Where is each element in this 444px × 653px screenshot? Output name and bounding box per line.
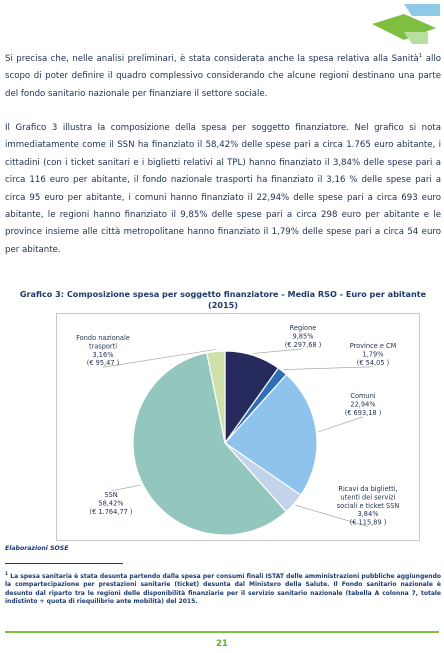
slice-label: Province e CM 1,79% (€ 54,05 ) [349,342,397,367]
paragraph-grafico3: Il Grafico 3 illustra la composizione della spesa per soggetto finanziatore. Nel grafico si nota immediatamente come il SSN ha finanziato il 58,42% delle spese pari a circa 1.765 euro abitante, i cittadini (con i ticket sanitari e i biglietti relativi al TPL) hanno finanziato il 3,84% delle spese pari a circa 116 euro per abitante, il fondo nazionale trasporti ha finanziato il 3,16 % delle spese pari a circa 95 euro per abitante, i comuni hanno finanziato il 22,94% delle spese pari a circa 693 euro abitante, le regioni hanno finanziato il 9,85% delle spese pari a circa 298 euro per abitante e le province insieme alle città metropolitane hanno finanziato il 1,79% delle spese pari a circa 54 euro per abitante. [5,123,441,255]
footnote-divider [5,563,123,564]
paragraph-sanita: Si precisa che, nelle analisi preliminari, è stata considerata anche la spesa relativa alla Sanità$^1$ allo scopo di poter definire il quadro complessivo considerando che alcune regioni destinano una parte del fondo sanitario nazionale per finanziare il settore sociale. [5,53,442,99]
slice-label: Regione 9,85% (€ 297,68 ) [284,324,322,349]
footnote-ref[interactable]: 1 [418,53,423,60]
page-number: 21 [216,639,228,649]
publisher-logo [366,2,440,48]
slice-label: SSN 58,42% (€ 1.764,77 ) [89,491,133,516]
slice-label: Fondo nazionale trasporti 3,16% (€ 95,47 ) [76,334,130,368]
footnote: $^1$ La spesa sanitaria è stata desunta partendo dalla spesa per consumi finali ISTAT delle amministrazioni pubbliche aggiungendo la compartecipazione per prestazioni sanitarie (ticket) desunta dal Ministero della Salute. Il Fondo sanitario nazionale è desunto dal riparto tra le regioni delle disponibilità finanziarie per il servizio sanitario nazionale (tabella A colonna 7, totale indistinto + quota di riequilibrio ante mobilità) del 2015. [5,572,441,606]
leader-line [318,417,363,432]
chart-source: Elaborazioni SOSE [5,545,69,552]
slice-label: Ricavi da biglietti, utenti dei servizi sociali e ticket SSN 3,84% (€ 115,89 ) [336,485,400,527]
slice-label: Comuni 22,94% (€ 693,18 ) [344,392,382,417]
footer-rule [5,631,439,633]
chart-title: Grafico 3: Composizione spesa per soggetto finanziatore - Media RSO - Euro per abitante (2015) [19,289,427,310]
pie-chart [56,313,420,541]
leader-line [284,367,373,370]
leader-line [254,349,303,354]
